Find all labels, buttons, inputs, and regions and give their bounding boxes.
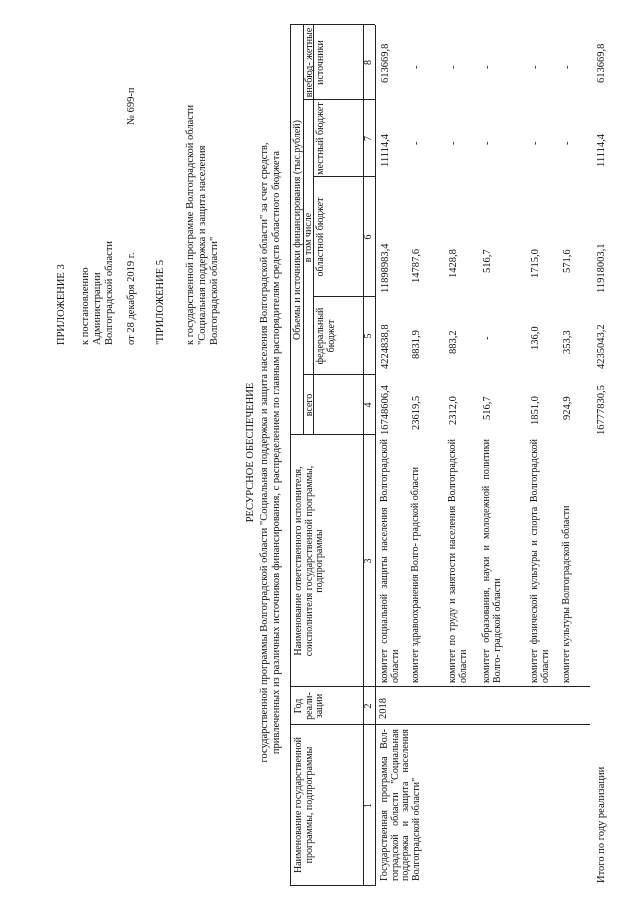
- appendix-line1: к постановлению: [80, 267, 91, 345]
- row-total: 2312,0: [448, 396, 459, 425]
- col-number-2: 2: [363, 703, 374, 709]
- totals-federal: 4235043,2: [596, 324, 607, 369]
- row-regional: 516,7: [482, 249, 493, 273]
- program-year: 2018: [378, 698, 389, 719]
- row-org: комитет физической культуры и спорта Волгоградской области: [529, 439, 551, 683]
- row-local: -: [448, 141, 459, 145]
- row-total: 1851,0: [530, 396, 541, 425]
- col-number-7: 7: [363, 136, 374, 141]
- doc-subtitle-1: государственной программы Волгоградской области "Социальная поддержка и защита населения Волгоградской области" за счет средств,: [259, 142, 270, 763]
- header-total: всего: [304, 393, 315, 417]
- header-federal: федеральный бюджет: [315, 307, 337, 365]
- row-extrabudget: 613669,8: [380, 43, 391, 83]
- row-federal: 8831,9: [411, 330, 422, 359]
- row-local: -: [482, 141, 493, 145]
- row-org: комитет здравоохранения Волго- градской области: [410, 466, 421, 683]
- row-regional: 11898983,4: [380, 243, 391, 293]
- row-org: комитет культуры Волгоградской области: [561, 505, 572, 683]
- appendix5-line3: Волгоградской области": [209, 236, 220, 345]
- row-regional: 14787,6: [411, 248, 422, 283]
- appendix-title: ПРИЛОЖЕНИЕ 3: [56, 264, 67, 345]
- row-federal: 4224838,8: [380, 324, 391, 369]
- doc-subtitle-2: привлеченных из различных источников финансирования, с распределением по главным распорядителям средств областного бюджета: [271, 150, 282, 755]
- row-federal: -: [482, 336, 493, 340]
- row-extrabudget: -: [448, 65, 459, 69]
- header-year: Год реали- зации: [293, 692, 325, 720]
- row-federal: 136,0: [530, 326, 541, 350]
- col-border-2: [290, 686, 590, 687]
- row-org: комитет по труду и занятости населения Волгоградской области: [447, 439, 469, 683]
- row-total: 23619,5: [411, 395, 422, 430]
- appendix-date: от 28 декабря 2019 г.: [126, 252, 137, 345]
- row-local: -: [562, 141, 573, 145]
- table-top-border: [290, 25, 291, 886]
- row-org: комитет социальной защиты населения Волгоградской области: [379, 439, 401, 683]
- doc-title: РЕСУРСНОЕ ОБЕСПЕЧЕНИЕ: [245, 382, 256, 523]
- col-border-1: [290, 724, 590, 725]
- row-regional: 571,6: [562, 249, 573, 273]
- table-left-border: [290, 885, 375, 886]
- header-regional: областной бюджет: [315, 197, 326, 277]
- row-total: 16748606,4: [380, 385, 391, 435]
- appendix-line2: Администрации: [92, 272, 103, 345]
- program-name: Государственная программа Вол- гоградской области "Социальная поддержка и защита населения Волгоградской области": [379, 729, 422, 881]
- row-extrabudget: -: [530, 65, 541, 69]
- row-total: 516,7: [482, 396, 493, 420]
- row-local: -: [411, 141, 422, 145]
- col-number-1: 1: [363, 803, 374, 808]
- header-volume: Объемы и источники финансирования (тыс.рублей): [292, 120, 303, 340]
- row-regional: 1715,0: [530, 249, 541, 278]
- totals-total: 16777830,5: [596, 385, 607, 435]
- row-regional: 1428,8: [448, 249, 459, 278]
- totals-label: Итого по году реализации: [596, 766, 607, 883]
- totals-regional: 11918003,1: [596, 243, 607, 293]
- header-local: местный бюджет: [315, 102, 326, 175]
- col-number-6: 6: [363, 234, 374, 240]
- totals-extrabudget: 613669,8: [596, 43, 607, 83]
- col-number-8: 8: [363, 60, 374, 65]
- header-program-name: Наименование государственной программы, подпрограммы: [293, 736, 315, 874]
- row-local: 11114,4: [380, 134, 391, 167]
- appendix-number: № 699-п: [126, 87, 137, 125]
- col-number-3: 3: [363, 558, 374, 564]
- header-including: в том числе: [303, 212, 314, 263]
- row-extrabudget: -: [411, 65, 422, 69]
- row-local: -: [530, 141, 541, 145]
- appendix5-line2: "Социальная поддержка и защита населения: [197, 145, 208, 345]
- totals-local: 11114,4: [596, 134, 607, 167]
- numbers-row-bottom-border: [375, 25, 376, 886]
- row-extrabudget: -: [562, 65, 573, 69]
- appendix-line3: Волгоградской области: [104, 240, 115, 345]
- row-federal: 883,2: [448, 330, 459, 354]
- col-number-4: 4: [363, 402, 374, 408]
- row-federal: 353,3: [562, 330, 573, 354]
- row-extrabudget: -: [482, 65, 493, 69]
- row-total: 924,9: [562, 396, 573, 420]
- appendix5-line1: к государственной программе Волгоградской области: [185, 104, 196, 345]
- appendix5-title: "ПРИЛОЖЕНИЕ 5: [155, 259, 166, 345]
- col-number-5: 5: [363, 333, 374, 339]
- header-executor: Наименование ответственного исполнителя, соисполнителя государственной программы, подпрограммы: [293, 465, 325, 657]
- header-extrabudget: внебюд- жетные источники: [304, 27, 326, 98]
- row-org: комитет образования, науки и молодежной политики Волго- градской области: [481, 439, 503, 683]
